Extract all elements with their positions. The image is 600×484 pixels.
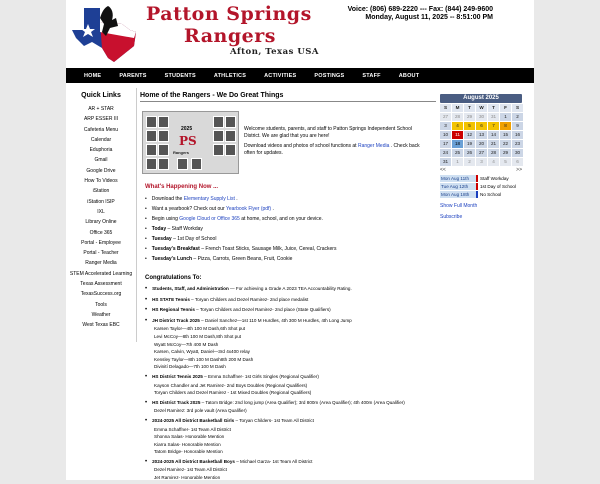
calendar-day[interactable]: 30 [476,113,487,121]
staff-photo [158,130,169,142]
congratulations-label: JH District Track 2025 [152,317,200,323]
current-datetime: Monday, August 11, 2025 -- 8:51:00 PM [365,14,493,21]
texas-ranger-logo[interactable] [70,2,142,64]
quick-link-item[interactable]: Gmail [94,157,108,164]
welcome-paragraph: Welcome students, parents, and staff to Patton Springs Independent School District. We are glad that you are here! [244,126,412,139]
quick-link-item[interactable]: iStation [92,188,110,195]
calendar-day[interactable]: 2 [512,113,523,121]
happening-link[interactable]: Yearbook Flyer (pdf) [225,206,272,212]
congratulations-subline: Kiarra Salas- Honorable Mention [154,441,221,447]
welcome-text [244,126,429,160]
calendar-day[interactable]: 24 [440,149,451,157]
quick-link-item[interactable]: How To Videos [84,178,118,185]
media-paragraph [244,143,429,156]
happening-item [145,244,435,254]
calendar-day[interactable]: 16 [512,131,523,139]
happening-text: at home, school, and on your device. [239,216,323,222]
happening-text: Want a yearbook? Check out our [151,206,226,212]
calendar-day[interactable]: 19 [464,140,475,148]
school-location: Afton, Texas USA [230,47,320,57]
mini-calendar [440,94,522,220]
calendar-day[interactable]: 2 [464,158,475,166]
event-row[interactable] [440,182,522,190]
congratulations-subline: Tatom Bridge- Honorable Mention [154,449,223,455]
calendar-day[interactable]: 18 [452,140,463,148]
staff-photo [213,130,224,142]
calendar-weekday: S [440,104,451,112]
site-header [66,0,534,68]
contact-phone-fax: Voice: (806) 689-2220 --- Fax: (844) 249-9600 [347,6,493,13]
happening-text: . [271,206,274,212]
congratulations-subline: Dezel Ramirez- 1st Team All District [154,467,227,473]
calendar-day[interactable]: 11 [452,131,463,139]
nav-athletics[interactable]: ATHLETICS [213,72,247,79]
event-row[interactable] [440,190,522,198]
happening-detail: – Staff Workday [166,226,203,232]
nav-activities[interactable]: ACTIVITIES [264,72,297,79]
congratulations-subline: Levi McCoy—8th 100 M Dash,8th Shot put [154,333,242,339]
congratulations-detail: – Tatom Bridge: 2nd long jump (Area Qualifier); 3rd 800m (Area Qualifier); 4th 400m (Area Qualifier) [200,399,405,405]
nav-staff[interactable]: STAFF [362,72,381,79]
show-full-month-link[interactable]: Show Full Month [440,203,478,209]
main-content [140,88,436,102]
event-row[interactable] [440,174,522,182]
happening-now-list [145,194,435,264]
happening-item [145,224,435,234]
staff-photo [158,144,169,156]
staff-photo [177,158,188,170]
main-nav [66,68,534,83]
nav-about[interactable]: ABOUT [398,72,420,79]
quick-link-item[interactable]: AR + STAR [88,106,114,112]
calendar-weekday: W [476,104,487,112]
calendar-day[interactable]: 6 [476,122,487,130]
congratulations-label: 2024-2025 All District Basketball Girls [152,417,235,423]
quick-link-item[interactable]: Portal - Teacher [83,250,119,257]
calendar-weekday: M [452,104,463,112]
subscribe-link[interactable]: Subscribe [440,214,463,220]
congratulations-detail: – Toryan Childers- 1st Team All District [234,417,314,423]
calendar-weekday: F [500,104,511,112]
event-name: 1st Day of School [476,183,522,190]
calendar-day[interactable]: 20 [476,140,487,148]
contact-info [348,6,493,22]
happening-text: Download the [151,196,184,202]
upcoming-events [440,174,522,198]
calendar-day[interactable]: 4 [452,122,463,130]
staff-photo-banner[interactable] [142,111,239,174]
happening-text: . [234,196,238,202]
quick-link-item[interactable]: Ranger Media [85,260,117,267]
congratulations-subline: Emma Schaffner- 1st Team All District [154,426,231,432]
happening-label: Tuesday's Breakfast [151,246,200,252]
quick-link-item[interactable]: West Texas EBC [82,322,120,329]
staff-photo [213,116,224,128]
quick-link-item[interactable]: Calendar [90,136,112,143]
congratulations-item [145,373,435,397]
event-name: No School [476,191,522,198]
calendar-day[interactable]: 1 [452,158,463,166]
calendar-day[interactable]: 6 [512,158,523,166]
congratulations-detail: – Daniel Sanchez—1st 110 M Hurdles, 4th 300 M Hurdles, 4th Long Jump [199,317,352,323]
staff-photo [146,158,157,170]
banner-subtitle: Rangers [173,150,190,155]
staff-photo [158,158,169,170]
congratulations-detail: – Emma Schaffner- 1st Girls Singles (Regional Qualifier) [202,373,319,379]
quick-link-item[interactable]: Eduphoria [89,147,113,154]
calendar-day[interactable]: 4 [488,158,499,166]
school-name-line1: Patton Springs [146,3,312,25]
congratulations-subline: Shonna Salas- Honorable Mention [154,434,225,440]
media-text: Download videos and photos of school functions at [244,143,358,149]
event-date: Mon Aug 18th [440,191,476,198]
congratulations-label: Students, Staff, and Administration [152,286,229,291]
staff-photo [146,116,157,128]
staff-photo [191,158,202,170]
calendar-day[interactable]: 27 [440,113,451,121]
happening-label: Tuesday [151,236,172,242]
calendar-day[interactable]: 12 [464,131,475,139]
calendar-grid [440,104,522,166]
calendar-day[interactable]: 22 [500,140,511,148]
staff-photo [158,116,169,128]
quick-link-item[interactable]: Tools [95,301,107,308]
happening-label: Today [151,226,167,232]
staff-photo [146,144,157,156]
quick-link-item[interactable]: Texas Assessment [80,281,122,288]
happening-detail: – French Toast Sticks, Sausage Milk, Juice, Cereal, Crackers [199,246,337,252]
congratulations-subline: Karsen, Calvin, Wyatt, Daniel—3rd 4x400 relay [154,349,250,355]
calendar-day[interactable]: 7 [488,122,499,130]
congratulations-subline: Karsen Taylor—4th 100 M Dash,6th Shot put [154,326,246,332]
quick-link-item[interactable]: Weather [91,311,111,318]
congratulations-detail: – Michael Garza- 1st Team All District [234,458,313,464]
staff-photo [213,144,224,156]
congratulations-label: HS Regional Tennis [152,307,195,313]
quick-link-item[interactable]: iStation ISIP [87,198,115,205]
congratulations-label: HS District Tennis 2025 [152,373,203,379]
quick-link-item[interactable]: TexasSuccess.org [80,291,122,298]
staff-photo [225,116,236,128]
calendar-day[interactable]: 29 [464,113,475,121]
calendar-day[interactable]: 27 [476,149,487,157]
congratulations-label: HS District Track 2025 [152,399,201,405]
congratulations-detail: – Toryan Childers and Dezel Ramirez- 2nd place (State Qualifiers) [194,307,331,313]
quick-link-item[interactable]: ARP ESSER III [83,116,119,123]
calendar-day[interactable]: 23 [512,140,523,148]
calendar-weekday: S [512,104,523,112]
quick-links-sidebar [66,88,137,342]
happening-item [145,204,435,214]
congratulations-subline: Kayson Chandler and Jet Ramirez- 2nd Boys Doubles (Regional Qualifiers) [154,382,308,388]
quick-link-item[interactable]: STEM Accelerated Learning [69,270,133,277]
happening-now-heading: What's Happening Now ... [145,184,219,190]
school-name [146,3,312,47]
event-date: Mon Aug 11th [440,175,476,182]
nav-parents[interactable]: PARENTS [119,72,147,79]
staff-photo [225,144,236,156]
nav-students[interactable]: STUDENTS [164,72,196,79]
congratulations-subline: Dezel Ramirez: 3rd pole vault (Area Qualifier) [154,408,247,414]
congratulations-item [145,317,435,371]
happening-label: Tuesday's Lunch [151,256,193,262]
calendar-day[interactable]: 29 [500,149,511,157]
happening-item [145,234,435,244]
calendar-day[interactable]: 13 [476,131,487,139]
happening-link[interactable]: Elementary Supply List [183,196,235,202]
staff-photo [225,130,236,142]
congratulations-detail: – Toryan Childers and Dezel Ramirez- 2nd place medalist [189,296,309,302]
staff-photo [146,130,157,142]
happening-link[interactable]: Google Cloud or Office 365 [179,216,240,222]
congratulations-subline: Kensley Taylor—8th 100 M Dash8th 200 M Dash [154,356,254,362]
calendar-day[interactable]: 31 [488,113,499,121]
calendar-day[interactable]: 14 [488,131,499,139]
ranger-media-link[interactable]: Ranger Media [357,143,390,149]
calendar-day[interactable]: 17 [440,140,451,148]
calendar-day[interactable]: 21 [488,140,499,148]
calendar-weekday: T [464,104,475,112]
media-text-end: . Check back often for updates. [244,143,420,156]
calendar-day[interactable]: 5 [464,122,475,130]
congratulations-item [145,296,435,305]
calendar-prev-button[interactable]: << [440,167,446,173]
congratulations-item [145,399,435,415]
congratulations-detail: — For achieving a Grade A 2023 TEA Accountability Rating. [228,286,352,291]
congratulations-list [145,285,435,484]
banner-logo-mark: PS [179,134,197,148]
calendar-day[interactable]: 26 [464,149,475,157]
congratulations-subline: Jet Ramirez- Honorable Mention [154,475,221,481]
nav-home[interactable]: HOME [84,72,102,79]
banner-year: 2025 [181,126,193,132]
page-title: Home of the Rangers - We Do Great Things [140,92,436,102]
congratulations-item [145,306,435,315]
calendar-day[interactable]: 1 [500,113,511,121]
happening-detail: – Pizza, Carrots, Green Beans, Fruit, Cookie [192,256,293,262]
calendar-day[interactable]: 8 [500,122,511,130]
quick-link-item[interactable]: Library Online [85,219,117,226]
quick-link-item[interactable]: IXL [97,208,105,215]
congratulations-label: 2024-2025 All District Basketball Boys [152,458,235,464]
happening-detail: – 1st Day of School [171,236,217,242]
congratulations-item [145,285,435,294]
quick-link-item[interactable]: Portal - Employee [81,239,121,246]
calendar-day[interactable]: 28 [452,113,463,121]
quick-links-title: Quick Links [81,92,121,99]
calendar-day[interactable]: 28 [488,149,499,157]
calendar-day[interactable]: 9 [512,122,523,130]
event-name: Staff Workday [476,175,522,182]
calendar-day[interactable]: 10 [440,131,451,139]
congratulations-subline: Wyatt McCoy—7th 400 M Dash [154,341,219,347]
quick-link-item[interactable]: Cafeteria Menu [83,126,119,133]
calendar-day[interactable]: 31 [440,158,451,166]
calendar-weekday: T [488,104,499,112]
calendar-day[interactable]: 15 [500,131,511,139]
calendar-day[interactable]: 3 [476,158,487,166]
congratulations-heading: Congratulations To: [145,275,202,281]
congratulations-subline: Divinití Delagado—7th 100 M Dash [154,364,226,370]
nav-postings[interactable]: POSTINGS [314,72,345,79]
calendar-day[interactable]: 30 [512,149,523,157]
happening-text: Begin using [151,216,180,222]
calendar-day[interactable]: 3 [440,122,451,130]
congratulations-item [145,458,435,482]
happening-item [145,254,435,264]
calendar-day[interactable]: 25 [452,149,463,157]
school-name-line2: Rangers [184,25,276,47]
congratulations-item [145,417,435,456]
congratulations-label: HS STATE Tennis [152,296,190,302]
calendar-month-title: August 2025 [440,94,522,103]
calendar-day[interactable]: 5 [500,158,511,166]
happening-item [145,194,435,204]
calendar-nav [440,167,522,173]
happening-item [145,214,435,224]
calendar-next-button[interactable]: >> [516,167,522,173]
quick-link-item[interactable]: Google Drive [86,167,116,174]
quick-link-item[interactable]: Office 365 [89,229,113,236]
congratulations-subline: Toryan Childers and Dezel Ramirez - 1st Mixed Doubles (Regional Qualifiers) [154,390,312,396]
event-date: Tue Aug 12th [440,183,476,190]
